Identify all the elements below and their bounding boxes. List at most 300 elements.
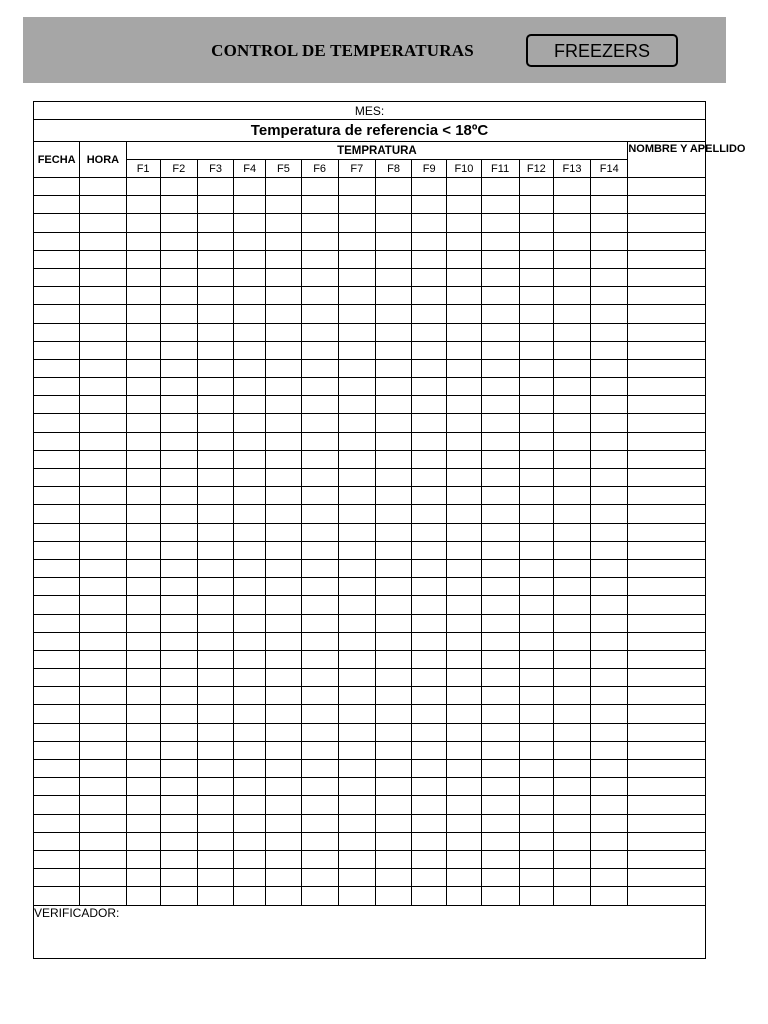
nombre-apellido-cell[interactable] [628,359,706,377]
temperature-cell-f11[interactable] [481,341,519,359]
nombre-apellido-cell[interactable] [628,578,706,596]
temperature-cell-f3[interactable] [197,487,233,505]
temperature-cell-f1[interactable] [126,814,160,832]
temperature-cell-f6[interactable] [301,723,338,741]
temperature-cell-f14[interactable] [591,523,628,541]
temperature-cell-f13[interactable] [553,869,590,887]
temperature-cell-f8[interactable] [375,469,411,487]
temperature-cell-f5[interactable] [266,268,301,286]
temperature-cell-f11[interactable] [481,359,519,377]
temperature-cell-f11[interactable] [481,214,519,232]
temperature-cell-f9[interactable] [412,305,447,323]
temperature-cell-f12[interactable] [519,178,553,196]
temperature-cell-f6[interactable] [301,650,338,668]
temperature-cell-f3[interactable] [197,178,233,196]
temperature-cell-f10[interactable] [447,632,481,650]
temperature-cell-f3[interactable] [197,669,233,687]
temperature-cell-f5[interactable] [266,778,301,796]
temperature-cell-f9[interactable] [412,578,447,596]
temperature-cell-f9[interactable] [412,778,447,796]
temperature-cell-f3[interactable] [197,250,233,268]
temperature-cell-f2[interactable] [160,741,197,759]
verificador-field[interactable]: VERIFICADOR: [34,905,706,958]
temperature-cell-f10[interactable] [447,432,481,450]
fecha-cell[interactable] [34,778,80,796]
temperature-cell-f5[interactable] [266,669,301,687]
nombre-apellido-cell[interactable] [628,850,706,868]
nombre-apellido-cell[interactable] [628,614,706,632]
hora-cell[interactable] [80,723,126,741]
temperature-cell-f7[interactable] [338,741,375,759]
fecha-cell[interactable] [34,268,80,286]
temperature-cell-f10[interactable] [447,250,481,268]
temperature-cell-f6[interactable] [301,232,338,250]
temperature-cell-f8[interactable] [375,705,411,723]
temperature-cell-f10[interactable] [447,359,481,377]
temperature-cell-f9[interactable] [412,760,447,778]
temperature-cell-f10[interactable] [447,287,481,305]
temperature-cell-f1[interactable] [126,850,160,868]
temperature-cell-f13[interactable] [553,359,590,377]
temperature-cell-f3[interactable] [197,632,233,650]
temperature-cell-f4[interactable] [234,632,266,650]
fecha-cell[interactable] [34,687,80,705]
temperature-cell-f5[interactable] [266,559,301,577]
temperature-cell-f7[interactable] [338,287,375,305]
fecha-cell[interactable] [34,450,80,468]
temperature-cell-f6[interactable] [301,268,338,286]
temperature-cell-f14[interactable] [591,287,628,305]
temperature-cell-f3[interactable] [197,596,233,614]
temperature-cell-f10[interactable] [447,669,481,687]
temperature-cell-f2[interactable] [160,832,197,850]
temperature-cell-f11[interactable] [481,469,519,487]
temperature-cell-f11[interactable] [481,596,519,614]
temperature-cell-f7[interactable] [338,323,375,341]
temperature-cell-f3[interactable] [197,268,233,286]
temperature-cell-f10[interactable] [447,323,481,341]
temperature-cell-f4[interactable] [234,432,266,450]
hora-cell[interactable] [80,450,126,468]
temperature-cell-f7[interactable] [338,505,375,523]
temperature-cell-f8[interactable] [375,814,411,832]
temperature-cell-f6[interactable] [301,869,338,887]
temperature-cell-f11[interactable] [481,669,519,687]
nombre-apellido-cell[interactable] [628,214,706,232]
temperature-cell-f7[interactable] [338,850,375,868]
temperature-cell-f8[interactable] [375,214,411,232]
temperature-cell-f1[interactable] [126,505,160,523]
temperature-cell-f4[interactable] [234,705,266,723]
temperature-cell-f3[interactable] [197,541,233,559]
temperature-cell-f7[interactable] [338,614,375,632]
temperature-cell-f10[interactable] [447,214,481,232]
temperature-cell-f7[interactable] [338,669,375,687]
temperature-cell-f13[interactable] [553,650,590,668]
temperature-cell-f13[interactable] [553,487,590,505]
temperature-cell-f1[interactable] [126,723,160,741]
nombre-apellido-cell[interactable] [628,305,706,323]
temperature-cell-f3[interactable] [197,469,233,487]
temperature-cell-f8[interactable] [375,432,411,450]
fecha-cell[interactable] [34,178,80,196]
temperature-cell-f14[interactable] [591,323,628,341]
temperature-cell-f9[interactable] [412,559,447,577]
temperature-cell-f11[interactable] [481,487,519,505]
temperature-cell-f14[interactable] [591,832,628,850]
temperature-cell-f6[interactable] [301,559,338,577]
temperature-cell-f13[interactable] [553,305,590,323]
hora-cell[interactable] [80,832,126,850]
temperature-cell-f5[interactable] [266,359,301,377]
temperature-cell-f2[interactable] [160,250,197,268]
temperature-cell-f6[interactable] [301,305,338,323]
temperature-cell-f3[interactable] [197,887,233,905]
temperature-cell-f9[interactable] [412,705,447,723]
temperature-cell-f1[interactable] [126,705,160,723]
temperature-cell-f14[interactable] [591,178,628,196]
temperature-cell-f8[interactable] [375,250,411,268]
temperature-cell-f3[interactable] [197,760,233,778]
temperature-cell-f5[interactable] [266,287,301,305]
temperature-cell-f9[interactable] [412,214,447,232]
temperature-cell-f11[interactable] [481,741,519,759]
nombre-apellido-cell[interactable] [628,523,706,541]
temperature-cell-f3[interactable] [197,559,233,577]
temperature-cell-f6[interactable] [301,741,338,759]
temperature-cell-f14[interactable] [591,578,628,596]
temperature-cell-f3[interactable] [197,378,233,396]
temperature-cell-f5[interactable] [266,887,301,905]
temperature-cell-f8[interactable] [375,178,411,196]
temperature-cell-f8[interactable] [375,450,411,468]
temperature-cell-f7[interactable] [338,887,375,905]
temperature-cell-f1[interactable] [126,196,160,214]
temperature-cell-f10[interactable] [447,341,481,359]
temperature-cell-f8[interactable] [375,632,411,650]
temperature-cell-f11[interactable] [481,305,519,323]
temperature-cell-f7[interactable] [338,778,375,796]
nombre-apellido-cell[interactable] [628,323,706,341]
temperature-cell-f3[interactable] [197,287,233,305]
temperature-cell-f1[interactable] [126,596,160,614]
temperature-cell-f1[interactable] [126,687,160,705]
temperature-cell-f12[interactable] [519,705,553,723]
temperature-cell-f12[interactable] [519,723,553,741]
temperature-cell-f9[interactable] [412,796,447,814]
hora-cell[interactable] [80,850,126,868]
temperature-cell-f12[interactable] [519,614,553,632]
temperature-cell-f5[interactable] [266,850,301,868]
temperature-cell-f12[interactable] [519,541,553,559]
fecha-cell[interactable] [34,487,80,505]
temperature-cell-f7[interactable] [338,268,375,286]
fecha-cell[interactable] [34,250,80,268]
temperature-cell-f1[interactable] [126,214,160,232]
temperature-cell-f3[interactable] [197,414,233,432]
hora-cell[interactable] [80,378,126,396]
temperature-cell-f5[interactable] [266,305,301,323]
temperature-cell-f12[interactable] [519,760,553,778]
temperature-cell-f4[interactable] [234,450,266,468]
temperature-cell-f9[interactable] [412,832,447,850]
temperature-cell-f4[interactable] [234,869,266,887]
temperature-cell-f2[interactable] [160,760,197,778]
temperature-cell-f3[interactable] [197,305,233,323]
hora-cell[interactable] [80,760,126,778]
temperature-cell-f7[interactable] [338,760,375,778]
temperature-cell-f2[interactable] [160,450,197,468]
temperature-cell-f9[interactable] [412,614,447,632]
temperature-cell-f14[interactable] [591,596,628,614]
temperature-cell-f14[interactable] [591,650,628,668]
fecha-cell[interactable] [34,305,80,323]
temperature-cell-f10[interactable] [447,687,481,705]
temperature-cell-f13[interactable] [553,687,590,705]
temperature-cell-f8[interactable] [375,196,411,214]
temperature-cell-f8[interactable] [375,414,411,432]
temperature-cell-f4[interactable] [234,778,266,796]
temperature-cell-f14[interactable] [591,232,628,250]
temperature-cell-f1[interactable] [126,559,160,577]
temperature-cell-f11[interactable] [481,505,519,523]
temperature-cell-f6[interactable] [301,541,338,559]
temperature-cell-f7[interactable] [338,250,375,268]
temperature-cell-f3[interactable] [197,778,233,796]
temperature-cell-f14[interactable] [591,669,628,687]
temperature-cell-f6[interactable] [301,323,338,341]
temperature-cell-f9[interactable] [412,359,447,377]
nombre-apellido-cell[interactable] [628,778,706,796]
nombre-apellido-cell[interactable] [628,268,706,286]
temperature-cell-f3[interactable] [197,869,233,887]
temperature-cell-f11[interactable] [481,869,519,887]
temperature-cell-f11[interactable] [481,432,519,450]
temperature-cell-f2[interactable] [160,414,197,432]
nombre-apellido-cell[interactable] [628,450,706,468]
temperature-cell-f13[interactable] [553,323,590,341]
temperature-cell-f13[interactable] [553,505,590,523]
nombre-apellido-cell[interactable] [628,814,706,832]
hora-cell[interactable] [80,596,126,614]
temperature-cell-f9[interactable] [412,396,447,414]
temperature-cell-f9[interactable] [412,268,447,286]
temperature-cell-f1[interactable] [126,268,160,286]
temperature-cell-f6[interactable] [301,341,338,359]
temperature-cell-f13[interactable] [553,450,590,468]
temperature-cell-f6[interactable] [301,287,338,305]
temperature-cell-f10[interactable] [447,414,481,432]
temperature-cell-f2[interactable] [160,487,197,505]
temperature-cell-f12[interactable] [519,287,553,305]
temperature-cell-f7[interactable] [338,541,375,559]
temperature-cell-f12[interactable] [519,632,553,650]
nombre-apellido-cell[interactable] [628,723,706,741]
nombre-apellido-cell[interactable] [628,796,706,814]
temperature-cell-f2[interactable] [160,778,197,796]
temperature-cell-f8[interactable] [375,559,411,577]
temperature-cell-f11[interactable] [481,650,519,668]
temperature-cell-f14[interactable] [591,305,628,323]
temperature-cell-f9[interactable] [412,650,447,668]
temperature-cell-f3[interactable] [197,396,233,414]
temperature-cell-f9[interactable] [412,178,447,196]
temperature-cell-f7[interactable] [338,469,375,487]
temperature-cell-f14[interactable] [591,505,628,523]
temperature-cell-f6[interactable] [301,796,338,814]
temperature-cell-f13[interactable] [553,832,590,850]
temperature-cell-f8[interactable] [375,268,411,286]
temperature-cell-f5[interactable] [266,832,301,850]
hora-cell[interactable] [80,323,126,341]
temperature-cell-f14[interactable] [591,214,628,232]
nombre-apellido-cell[interactable] [628,632,706,650]
temperature-cell-f12[interactable] [519,523,553,541]
temperature-cell-f2[interactable] [160,359,197,377]
temperature-cell-f2[interactable] [160,378,197,396]
temperature-cell-f14[interactable] [591,687,628,705]
temperature-cell-f13[interactable] [553,287,590,305]
temperature-cell-f4[interactable] [234,178,266,196]
temperature-cell-f11[interactable] [481,287,519,305]
fecha-cell[interactable] [34,705,80,723]
temperature-cell-f2[interactable] [160,632,197,650]
temperature-cell-f13[interactable] [553,741,590,759]
temperature-cell-f6[interactable] [301,614,338,632]
temperature-cell-f7[interactable] [338,687,375,705]
temperature-cell-f9[interactable] [412,287,447,305]
hora-cell[interactable] [80,650,126,668]
temperature-cell-f12[interactable] [519,814,553,832]
temperature-cell-f6[interactable] [301,669,338,687]
temperature-cell-f7[interactable] [338,632,375,650]
temperature-cell-f1[interactable] [126,869,160,887]
temperature-cell-f2[interactable] [160,214,197,232]
temperature-cell-f12[interactable] [519,505,553,523]
temperature-cell-f2[interactable] [160,814,197,832]
temperature-cell-f1[interactable] [126,432,160,450]
temperature-cell-f8[interactable] [375,741,411,759]
temperature-cell-f8[interactable] [375,396,411,414]
temperature-cell-f13[interactable] [553,414,590,432]
temperature-cell-f4[interactable] [234,232,266,250]
temperature-cell-f12[interactable] [519,396,553,414]
fecha-cell[interactable] [34,741,80,759]
nombre-apellido-cell[interactable] [628,869,706,887]
temperature-cell-f4[interactable] [234,287,266,305]
temperature-cell-f12[interactable] [519,578,553,596]
temperature-cell-f2[interactable] [160,887,197,905]
temperature-cell-f11[interactable] [481,232,519,250]
temperature-cell-f5[interactable] [266,687,301,705]
temperature-cell-f7[interactable] [338,705,375,723]
fecha-cell[interactable] [34,850,80,868]
temperature-cell-f1[interactable] [126,650,160,668]
temperature-cell-f5[interactable] [266,469,301,487]
temperature-cell-f8[interactable] [375,323,411,341]
temperature-cell-f12[interactable] [519,378,553,396]
temperature-cell-f9[interactable] [412,469,447,487]
temperature-cell-f11[interactable] [481,396,519,414]
temperature-cell-f4[interactable] [234,196,266,214]
temperature-cell-f1[interactable] [126,796,160,814]
nombre-apellido-cell[interactable] [628,705,706,723]
temperature-cell-f9[interactable] [412,196,447,214]
temperature-cell-f7[interactable] [338,196,375,214]
temperature-cell-f10[interactable] [447,796,481,814]
temperature-cell-f1[interactable] [126,614,160,632]
temperature-cell-f4[interactable] [234,505,266,523]
nombre-apellido-cell[interactable] [628,250,706,268]
temperature-cell-f12[interactable] [519,414,553,432]
temperature-cell-f1[interactable] [126,578,160,596]
temperature-cell-f1[interactable] [126,378,160,396]
temperature-cell-f11[interactable] [481,541,519,559]
temperature-cell-f12[interactable] [519,232,553,250]
temperature-cell-f12[interactable] [519,832,553,850]
temperature-cell-f9[interactable] [412,487,447,505]
hora-cell[interactable] [80,578,126,596]
temperature-cell-f6[interactable] [301,214,338,232]
temperature-cell-f9[interactable] [412,450,447,468]
temperature-cell-f14[interactable] [591,778,628,796]
nombre-apellido-cell[interactable] [628,487,706,505]
hora-cell[interactable] [80,814,126,832]
temperature-cell-f4[interactable] [234,559,266,577]
temperature-cell-f11[interactable] [481,450,519,468]
temperature-cell-f11[interactable] [481,705,519,723]
temperature-cell-f14[interactable] [591,450,628,468]
temperature-cell-f4[interactable] [234,305,266,323]
temperature-cell-f14[interactable] [591,741,628,759]
temperature-cell-f4[interactable] [234,378,266,396]
temperature-cell-f11[interactable] [481,687,519,705]
temperature-cell-f8[interactable] [375,305,411,323]
temperature-cell-f5[interactable] [266,596,301,614]
temperature-cell-f13[interactable] [553,669,590,687]
temperature-cell-f6[interactable] [301,850,338,868]
temperature-cell-f5[interactable] [266,632,301,650]
temperature-cell-f10[interactable] [447,578,481,596]
temperature-cell-f5[interactable] [266,796,301,814]
temperature-cell-f10[interactable] [447,232,481,250]
temperature-cell-f4[interactable] [234,741,266,759]
temperature-cell-f2[interactable] [160,505,197,523]
temperature-cell-f4[interactable] [234,650,266,668]
temperature-cell-f11[interactable] [481,778,519,796]
temperature-cell-f14[interactable] [591,796,628,814]
temperature-cell-f8[interactable] [375,541,411,559]
temperature-cell-f5[interactable] [266,578,301,596]
temperature-cell-f6[interactable] [301,450,338,468]
temperature-cell-f11[interactable] [481,887,519,905]
fecha-cell[interactable] [34,432,80,450]
temperature-cell-f10[interactable] [447,850,481,868]
temperature-cell-f10[interactable] [447,559,481,577]
temperature-cell-f1[interactable] [126,232,160,250]
temperature-cell-f1[interactable] [126,487,160,505]
temperature-cell-f2[interactable] [160,650,197,668]
hora-cell[interactable] [80,305,126,323]
temperature-cell-f14[interactable] [591,705,628,723]
temperature-cell-f3[interactable] [197,196,233,214]
temperature-cell-f2[interactable] [160,396,197,414]
nombre-apellido-cell[interactable] [628,432,706,450]
temperature-cell-f13[interactable] [553,578,590,596]
temperature-cell-f13[interactable] [553,559,590,577]
temperature-cell-f1[interactable] [126,178,160,196]
temperature-cell-f10[interactable] [447,614,481,632]
